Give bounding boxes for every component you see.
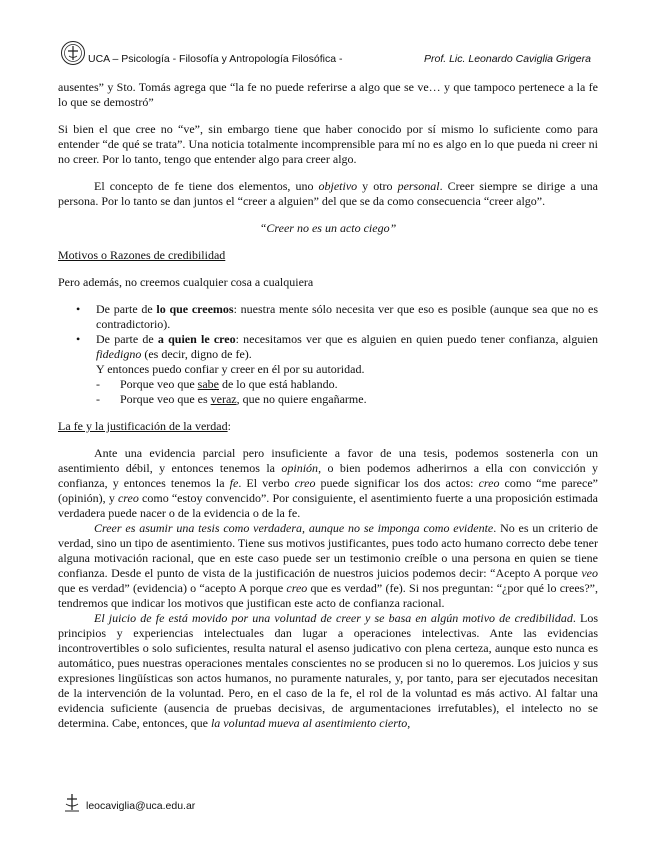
university-seal-icon <box>60 40 86 66</box>
quote: “Creer no es un acto ciego” <box>259 221 397 235</box>
list-item: • De parte de a quien le creo: necesitamos ver que es alguien en quien puedo tener confianza, alguien fidedigno (es decir, digno de fe). <box>76 332 598 361</box>
header-course-title: UCA – Psicología - Filosofía y Antropología Filosófica - <box>88 53 343 65</box>
bullet-icon: • <box>76 332 81 346</box>
section-heading: Motivos o Razones de credibilidad <box>58 248 226 262</box>
document-body <box>58 80 598 731</box>
page-header <box>60 40 620 70</box>
bullet-icon: • <box>76 302 81 316</box>
paragraph: Ante una evidencia parcial pero insuficiente a favor de una tesis, podemos sostenerla con un asentimiento débil, y entonces tenemos la opinión, o bien podemos adherirnos a ella con convicción y confianza, y entonces tenemos la fe. El verbo creo puede significar los dos actos: creo como “me parece” (opinión), y creo como “estoy convencido”. Por consiguiente, el asentimiento fuerte a una proposición estimada verdadera puede nacer o de la evidencia o de la fe. <box>58 446 598 520</box>
dash-item: - Porque veo que sabe de lo que está hablando. <box>96 377 338 391</box>
dash-item: - Porque veo que es veraz, que no quiere engañarme. <box>96 392 367 406</box>
section-heading: La fe y la justificación de la verdad: <box>58 419 231 433</box>
paragraph: El juicio de fe está movido por una voluntad de creer y se basa en algún motivo de credibilidad. Los principios y experiencias intelectuales dan lugar a operaciones intelectivas. Ante las evidencias incontrovertibles o solo suficientes, resulta natural el asenso judicativo con plena certeza, aunque esto nunca es automático, pues nuestras operaciones mentales conscientes no se producen si no lo queremos. Los juicios y sus expresiones lingüísticas son actos humanos, no puramente naturales, y, por tanto, para ser ejecutados necesitan de la intervención de la voluntad. Pero, en el caso de la fe, el rol de la voluntad es más activo. Al faltar una evidencia suficiente (ausencia de pruebas decisivas, de argumentaciones irrefutables), el intelecto no se determina. Cabe, entonces, que la voluntad mueva al asentimiento cierto, <box>58 611 598 730</box>
paragraph: El concepto de fe tiene dos elementos, uno objetivo y otro personal. Creer siempre se dirige a una persona. Por lo tanto se dan juntos el “creer a alguien” del que se da como consecuencia “creer algo”. <box>58 179 598 208</box>
header-professor-name: Prof. Lic. Leonardo Caviglia Grigera <box>424 53 591 65</box>
author-email: leocaviglia@uca.edu.ar <box>86 800 196 812</box>
paragraph: ausentes” y Sto. Tomás agrega que “la fe no puede referirse a algo que se ve… y que tampoco pertenece a la fe lo que se demostró” <box>58 80 598 109</box>
list-item: • De parte de lo que creemos: nuestra mente sólo necesita ver que eso es posible (aunque sea que no es contradictorio). <box>76 302 598 331</box>
list-subline: Y entonces puedo confiar y creer en él por su autoridad. <box>96 362 365 376</box>
paragraph: Creer es asumir una tesis como verdadera, aunque no se imponga como evidente. No es un criterio de verdad, sino un tipo de asentimiento. Tiene sus motivos justificantes, pues todo acto humano correcto debe tener alguna motivación racional, que en este caso puede ser un testimonio creíble o una persona en quien se tiene confianza. Desde el punto de vista de la justificación de nuestros juicios podemos decir: “Acepto A porque veo que es verdad” (evidencia) o “acepto A porque creo que es verdad” (fe). Si nos preguntan: “¿por qué lo crees?”, tendremos que indicar los motivos que justifican este acto de confianza racional. <box>58 521 598 610</box>
paragraph: Si bien el que cree no “ve”, sin embargo tiene que haber conocido por sí mismo lo suficiente como para entender “de qué se trata”. Una noticia totalmente incomprensible para mí no es algo en lo que pueda ni creer ni no creer. Por lo tanto, tengo que entender algo para creer algo. <box>58 122 598 166</box>
bullet-list <box>58 302 598 362</box>
page-footer <box>62 792 362 822</box>
paragraph: Pero además, no creemos cualquier cosa a cualquiera <box>58 275 314 289</box>
university-emblem-icon <box>62 792 82 814</box>
